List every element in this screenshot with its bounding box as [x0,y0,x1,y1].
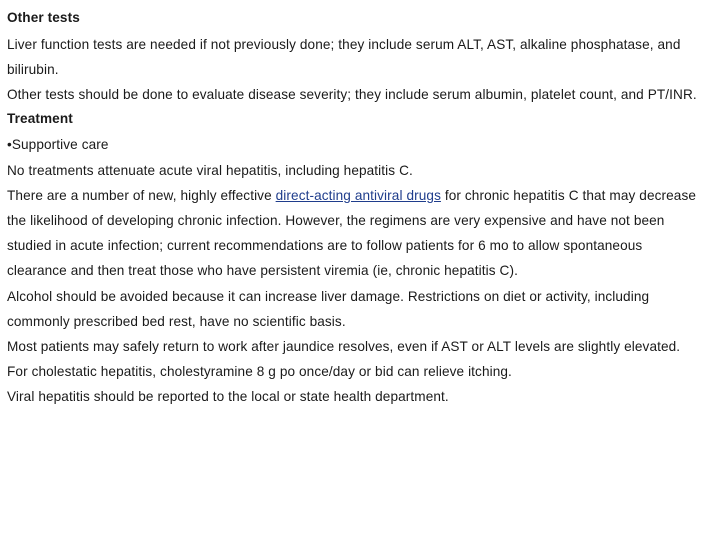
text-span: for chronic hepatitis C that may decrease [440,188,697,203]
text-line: Viral hepatitis should be reported to the local or state health department. [7,389,449,404]
text-span: There are a number of new, highly effective [7,188,276,203]
text-line: No treatments attenuate acute viral hepatitis, including hepatitis C. [7,163,413,178]
text-line: Other tests should be done to evaluate disease severity; they include serum albumin, platelet count, and PT/INR. [7,87,697,102]
text-line: Alcohol should be avoided because it can increase liver damage. Restrictions on diet or activity, including [7,289,650,304]
heading-treatment: Treatment [7,111,73,126]
text-line: commonly prescribed bed rest, have no scientific basis. [7,314,346,329]
text-line: Liver function tests are needed if not previously done; they include serum ALT, AST, alkaline phosphatase, and [7,37,681,52]
text-line: studied in acute infection; current recommendations are to follow patients for 6 mo to allow spontaneous [7,238,643,253]
text-line: bilirubin. [7,62,59,77]
bullet-supportive-care: •Supportive care [7,137,109,152]
text-line: clearance and then treat those who have persistent viremia (ie, chronic hepatitis C). [7,263,518,278]
text-line: the likelihood of developing chronic infection. However, the regimens are very expensive and have not been [7,213,665,228]
text-line: For cholestatic hepatitis, cholestyramine 8 g po once/day or bid can relieve itching. [7,364,512,379]
heading-other-tests: Other tests [7,10,80,25]
text-line-with-link [7,188,696,204]
direct-acting-antiviral-drugs-link[interactable]: direct-acting antiviral drugs [275,188,441,203]
text-line: Most patients may safely return to work after jaundice resolves, even if AST or ALT levels are slightly elevated. [7,339,681,354]
